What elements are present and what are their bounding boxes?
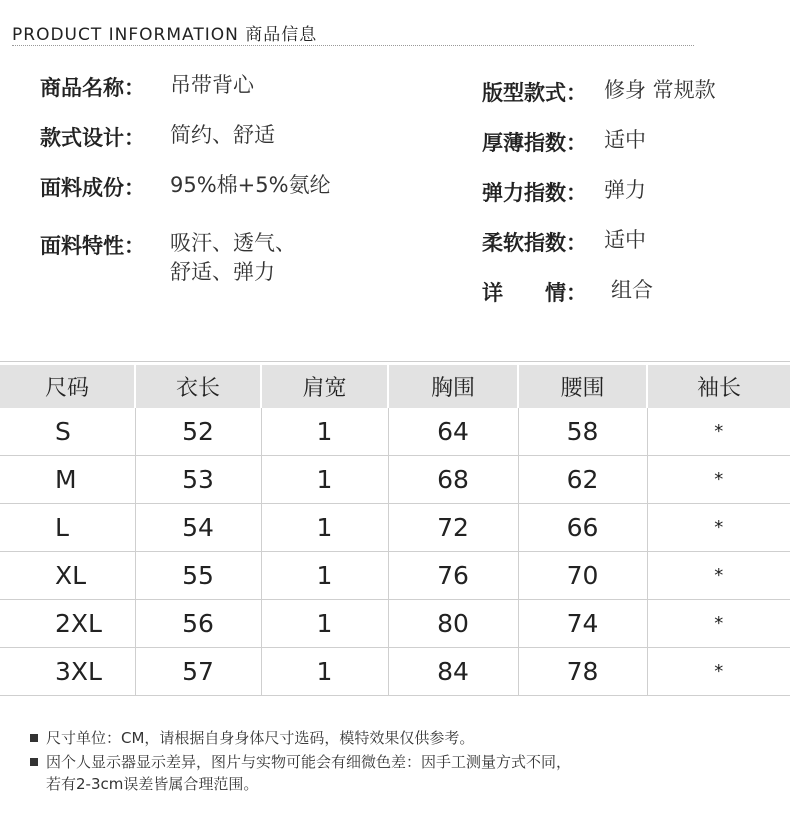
spec-label-softness: 柔软指数： xyxy=(482,231,587,255)
spec-label-fit: 版型款式： xyxy=(482,81,587,105)
note-text: 因个人显示器显示差异，图片与实物可能会有细微色差：因手工测量方式不同， xyxy=(46,753,572,771)
cell-length: 57 xyxy=(135,648,261,696)
spec-value-name: 吊带背心 xyxy=(170,73,254,97)
header-length: 衣长 xyxy=(135,365,261,408)
spec-label-elasticity: 弹力指数： xyxy=(482,181,587,205)
cell-waist: 70 xyxy=(518,552,647,600)
bullet-icon xyxy=(30,758,38,766)
spec-label-features: 面料特性： xyxy=(40,234,145,258)
cell-sleeve: * xyxy=(647,552,790,600)
spec-value-fit: 修身 常规款 xyxy=(604,78,716,102)
cell-shoulder: 1 xyxy=(261,408,388,456)
cell-sleeve: * xyxy=(647,600,790,648)
cell-length: 56 xyxy=(135,600,261,648)
table-top-divider xyxy=(0,361,790,362)
cell-size: M xyxy=(0,456,135,504)
spec-value-elasticity: 弹力 xyxy=(604,178,646,202)
cell-length: 52 xyxy=(135,408,261,456)
cell-bust: 72 xyxy=(388,504,518,552)
table-row xyxy=(0,600,790,648)
cell-sleeve: * xyxy=(647,504,790,552)
cell-waist: 58 xyxy=(518,408,647,456)
cell-sleeve: * xyxy=(647,408,790,456)
cell-size: 3XL xyxy=(0,648,135,696)
note-size-unit xyxy=(30,727,474,748)
spec-label-thickness: 厚薄指数： xyxy=(482,131,587,155)
table-row xyxy=(0,456,790,504)
header-bust: 胸围 xyxy=(388,365,518,408)
header-size: 尺码 xyxy=(0,365,135,408)
note-color-difference xyxy=(30,751,571,772)
cell-waist: 78 xyxy=(518,648,647,696)
cell-size: XL xyxy=(0,552,135,600)
cell-waist: 62 xyxy=(518,456,647,504)
cell-bust: 80 xyxy=(388,600,518,648)
spec-label-fabric: 面料成份： xyxy=(40,176,145,200)
cell-shoulder: 1 xyxy=(261,504,388,552)
cell-size: L xyxy=(0,504,135,552)
size-table xyxy=(0,365,790,696)
cell-bust: 76 xyxy=(388,552,518,600)
cell-sleeve: * xyxy=(647,456,790,504)
spec-label-details: 详 情： xyxy=(482,281,587,305)
spec-value-details: 组合 xyxy=(611,278,653,302)
spec-value-softness: 适中 xyxy=(604,228,646,252)
spec-value-fabric: 95%棉+5%氨纶 xyxy=(170,173,331,197)
header-sleeve: 袖长 xyxy=(647,365,790,408)
note-color-difference-line2: 若有2-3cm误差皆属合理范围。 xyxy=(46,775,259,793)
note-text: 尺寸单位：CM，请根据自身身体尺寸选码，模特效果仅供参考。 xyxy=(46,729,475,747)
section-title: PRODUCT INFORMATION 商品信息 xyxy=(12,25,318,45)
cell-size: S xyxy=(0,408,135,456)
cell-shoulder: 1 xyxy=(261,600,388,648)
cell-shoulder: 1 xyxy=(261,456,388,504)
bullet-icon xyxy=(30,734,38,742)
cell-waist: 66 xyxy=(518,504,647,552)
spec-label-name: 商品名称： xyxy=(40,76,145,100)
spec-value-design: 简约、舒适 xyxy=(170,123,275,147)
spec-value-features-line1: 吸汗、透气、 xyxy=(170,231,296,255)
cell-shoulder: 1 xyxy=(261,552,388,600)
spec-value-thickness: 适中 xyxy=(604,128,646,152)
cell-waist: 74 xyxy=(518,600,647,648)
cell-bust: 68 xyxy=(388,456,518,504)
size-table-header xyxy=(0,365,790,408)
cell-sleeve: * xyxy=(647,648,790,696)
table-row xyxy=(0,504,790,552)
cell-bust: 64 xyxy=(388,408,518,456)
cell-length: 53 xyxy=(135,456,261,504)
table-row xyxy=(0,648,790,696)
header-shoulder: 肩宽 xyxy=(261,365,388,408)
table-row xyxy=(0,408,790,456)
header-waist: 腰围 xyxy=(518,365,647,408)
spec-value-features-line2: 舒适、弹力 xyxy=(170,260,275,284)
table-row xyxy=(0,552,790,600)
title-divider xyxy=(12,45,694,46)
cell-bust: 84 xyxy=(388,648,518,696)
cell-length: 55 xyxy=(135,552,261,600)
spec-label-design: 款式设计： xyxy=(40,126,145,150)
cell-length: 54 xyxy=(135,504,261,552)
cell-size: 2XL xyxy=(0,600,135,648)
cell-shoulder: 1 xyxy=(261,648,388,696)
